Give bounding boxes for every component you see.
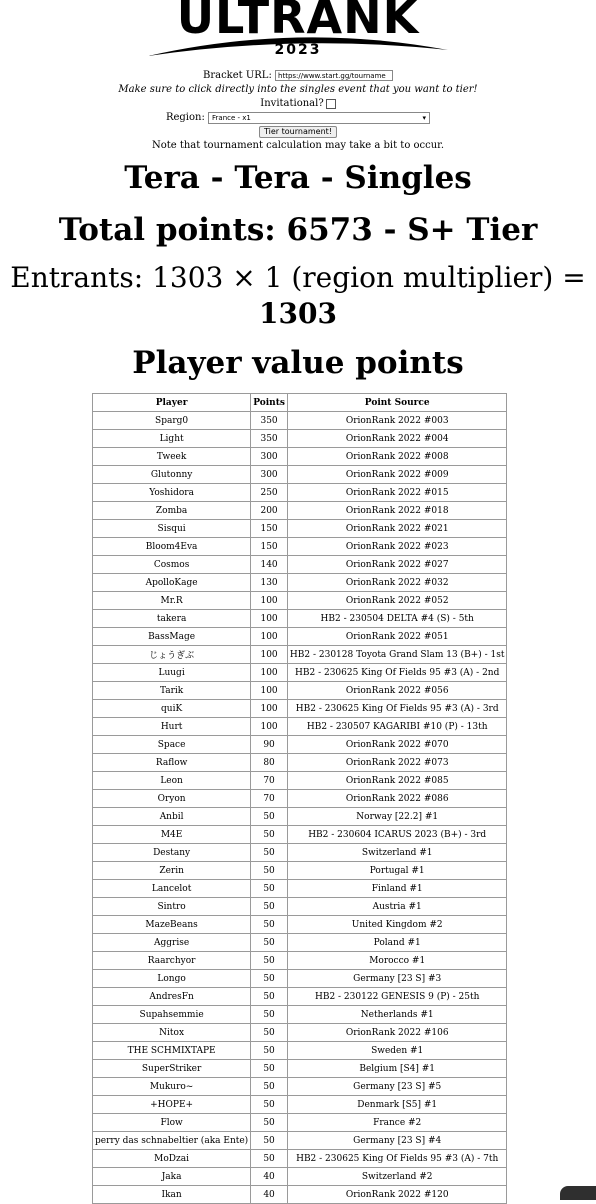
cell-player: Longo xyxy=(93,970,251,988)
cell-points: 300 xyxy=(251,448,288,466)
cell-points: 50 xyxy=(251,916,288,934)
invitational-checkbox[interactable] xyxy=(326,99,336,109)
cell-point-source: OrionRank 2022 #052 xyxy=(287,592,507,610)
table-row xyxy=(93,664,507,682)
table-row xyxy=(93,628,507,646)
cell-player: AndresFn xyxy=(93,988,251,1006)
cell-player: Destany xyxy=(93,844,251,862)
table-row xyxy=(93,772,507,790)
cell-player: Nitox xyxy=(93,1024,251,1042)
cell-point-source: HB2 - 230604 ICARUS 2023 (B+) - 3rd xyxy=(287,826,507,844)
entrants-formula: Entrants: 1303 × 1 (region multiplier) = xyxy=(10,261,586,294)
table-row xyxy=(93,412,507,430)
cell-points: 50 xyxy=(251,1006,288,1024)
cell-player: Luugi xyxy=(93,664,251,682)
cell-points: 100 xyxy=(251,718,288,736)
event-title: Tera - Tera - Singles xyxy=(124,160,472,196)
cell-point-source: Germany [23 S] #3 xyxy=(287,970,507,988)
table-row xyxy=(93,592,507,610)
cell-player: SuperStriker xyxy=(93,1060,251,1078)
cell-point-source: HB2 - 230625 King Of Fields 95 #3 (A) - 7th xyxy=(287,1150,507,1168)
cell-player: Sparg0 xyxy=(93,412,251,430)
scroll-handle[interactable] xyxy=(560,1186,596,1200)
cell-point-source: OrionRank 2022 #018 xyxy=(287,502,507,520)
cell-player: Jaka xyxy=(93,1168,251,1186)
region-selected-value: France - x1 xyxy=(212,113,251,122)
cell-point-source: OrionRank 2022 #073 xyxy=(287,754,507,772)
invitational-row xyxy=(0,97,596,111)
cell-points: 50 xyxy=(251,844,288,862)
bracket-hint: Make sure to click directly into the singles event that you want to tier! xyxy=(118,84,478,95)
logo-year: 2023 xyxy=(274,42,322,58)
cell-points: 50 xyxy=(251,1096,288,1114)
cell-player: Supahsemmie xyxy=(93,1006,251,1024)
entrants-heading xyxy=(0,260,596,332)
cell-points: 50 xyxy=(251,808,288,826)
cell-point-source: OrionRank 2022 #008 xyxy=(287,448,507,466)
table-row xyxy=(93,1060,507,1078)
table-row xyxy=(93,1096,507,1114)
cell-player: Cosmos xyxy=(93,556,251,574)
table-row xyxy=(93,898,507,916)
bracket-url-input[interactable] xyxy=(275,70,393,81)
cell-player: +HOPE+ xyxy=(93,1096,251,1114)
cell-point-source: Germany [23 S] #4 xyxy=(287,1132,507,1150)
table-row xyxy=(93,610,507,628)
cell-point-source: HB2 - 230128 Toyota Grand Slam 13 (B+) - 1st xyxy=(287,646,507,664)
total-points-heading: Total points: 6573 - S+ Tier xyxy=(58,212,538,248)
table-row xyxy=(93,862,507,880)
table-row xyxy=(93,646,507,664)
cell-point-source: Austria #1 xyxy=(287,898,507,916)
region-select[interactable] xyxy=(208,112,430,124)
cell-point-source: Morocco #1 xyxy=(287,952,507,970)
cell-points: 140 xyxy=(251,556,288,574)
cell-points: 50 xyxy=(251,862,288,880)
cell-point-source: OrionRank 2022 #003 xyxy=(287,412,507,430)
cell-player: Anbil xyxy=(93,808,251,826)
bracket-row xyxy=(0,69,596,83)
table-row xyxy=(93,1078,507,1096)
cell-points: 50 xyxy=(251,934,288,952)
region-row xyxy=(0,111,596,125)
tier-form xyxy=(0,69,596,153)
entrants-total: 1303 xyxy=(259,297,337,330)
column-header-points: Points xyxy=(251,394,288,412)
cell-point-source: OrionRank 2022 #023 xyxy=(287,538,507,556)
logo-title: ULTRANK xyxy=(176,0,420,44)
table-row xyxy=(93,502,507,520)
cell-player: Glutonny xyxy=(93,466,251,484)
cell-player: Lancelot xyxy=(93,880,251,898)
calculation-note: Note that tournament calculation may take a bit to occur. xyxy=(151,140,445,151)
table-row xyxy=(93,484,507,502)
cell-player: Hurt xyxy=(93,718,251,736)
table-row xyxy=(93,952,507,970)
table-row xyxy=(93,1132,507,1150)
cell-points: 100 xyxy=(251,646,288,664)
table-header-row xyxy=(93,394,507,412)
table-row xyxy=(93,934,507,952)
cell-player: Tarik xyxy=(93,682,251,700)
cell-points: 50 xyxy=(251,1042,288,1060)
cell-player: takera xyxy=(93,610,251,628)
cell-points: 50 xyxy=(251,988,288,1006)
cell-point-source: HB2 - 230122 GENESIS 9 (P) - 25th xyxy=(287,988,507,1006)
cell-player: Raarchyor xyxy=(93,952,251,970)
cell-point-source: OrionRank 2022 #032 xyxy=(287,574,507,592)
bracket-url-label: Bracket URL: xyxy=(202,70,272,81)
table-row xyxy=(93,574,507,592)
cell-player: ApolloKage xyxy=(93,574,251,592)
player-values-table xyxy=(92,393,507,1204)
chevron-down-icon: ▾ xyxy=(422,113,427,122)
cell-points: 50 xyxy=(251,952,288,970)
table-row xyxy=(93,916,507,934)
cell-points: 300 xyxy=(251,466,288,484)
cell-point-source: Poland #1 xyxy=(287,934,507,952)
cell-player: Mr.R xyxy=(93,592,251,610)
cell-player: Bloom4Eva xyxy=(93,538,251,556)
cell-player: Mukuro~ xyxy=(93,1078,251,1096)
cell-player: Oryon xyxy=(93,790,251,808)
cell-player: Zomba xyxy=(93,502,251,520)
cell-point-source: OrionRank 2022 #004 xyxy=(287,430,507,448)
cell-point-source: OrionRank 2022 #070 xyxy=(287,736,507,754)
cell-point-source: HB2 - 230625 King Of Fields 95 #3 (A) - 2nd xyxy=(287,664,507,682)
cell-point-source: Netherlands #1 xyxy=(287,1006,507,1024)
cell-points: 80 xyxy=(251,754,288,772)
cell-player: MazeBeans xyxy=(93,916,251,934)
cell-points: 50 xyxy=(251,1150,288,1168)
cell-point-source: OrionRank 2022 #086 xyxy=(287,790,507,808)
cell-points: 70 xyxy=(251,790,288,808)
cell-point-source: OrionRank 2022 #027 xyxy=(287,556,507,574)
cell-point-source: Norway [22.2] #1 xyxy=(287,808,507,826)
table-row xyxy=(93,718,507,736)
cell-points: 100 xyxy=(251,664,288,682)
cell-points: 70 xyxy=(251,772,288,790)
cell-points: 150 xyxy=(251,520,288,538)
player-values-heading: Player value points xyxy=(132,345,464,381)
table-row xyxy=(93,430,507,448)
cell-player: THE SCHMIXTAPE xyxy=(93,1042,251,1060)
cell-points: 200 xyxy=(251,502,288,520)
cell-point-source: France #2 xyxy=(287,1114,507,1132)
cell-points: 50 xyxy=(251,1024,288,1042)
table-row xyxy=(93,448,507,466)
cell-points: 40 xyxy=(251,1168,288,1186)
table-row xyxy=(93,1150,507,1168)
table-row xyxy=(93,1042,507,1060)
cell-point-source: HB2 - 230504 DELTA #4 (S) - 5th xyxy=(287,610,507,628)
cell-points: 50 xyxy=(251,880,288,898)
table-row xyxy=(93,538,507,556)
table-row xyxy=(93,826,507,844)
cell-point-source: Denmark [S5] #1 xyxy=(287,1096,507,1114)
cell-player: BassMage xyxy=(93,628,251,646)
submit-row xyxy=(0,125,596,139)
cell-player: quiK xyxy=(93,700,251,718)
table-row xyxy=(93,556,507,574)
cell-points: 50 xyxy=(251,826,288,844)
table-row xyxy=(93,1114,507,1132)
cell-points: 100 xyxy=(251,628,288,646)
cell-player: じょうぎぶ xyxy=(93,646,251,664)
table-row xyxy=(93,1168,507,1186)
table-row xyxy=(93,1186,507,1204)
cell-points: 50 xyxy=(251,1060,288,1078)
table-row xyxy=(93,466,507,484)
cell-point-source: OrionRank 2022 #051 xyxy=(287,628,507,646)
cell-points: 50 xyxy=(251,1078,288,1096)
cell-player: M4E xyxy=(93,826,251,844)
invitational-label: Invitational? xyxy=(260,98,324,109)
cell-point-source: Finland #1 xyxy=(287,880,507,898)
ultrank-logo xyxy=(0,0,596,66)
column-header-player: Player xyxy=(93,394,251,412)
cell-points: 150 xyxy=(251,538,288,556)
cell-point-source: OrionRank 2022 #021 xyxy=(287,520,507,538)
cell-player: Raflow xyxy=(93,754,251,772)
cell-point-source: HB2 - 230507 KAGARIBI #10 (P) - 13th xyxy=(287,718,507,736)
cell-player: MoDzai xyxy=(93,1150,251,1168)
table-row xyxy=(93,970,507,988)
table-row xyxy=(93,520,507,538)
region-label: Region: xyxy=(165,112,205,123)
cell-point-source: OrionRank 2022 #120 xyxy=(287,1186,507,1204)
cell-points: 100 xyxy=(251,682,288,700)
cell-point-source: Sweden #1 xyxy=(287,1042,507,1060)
cell-player: Aggrise xyxy=(93,934,251,952)
cell-points: 350 xyxy=(251,412,288,430)
table-row xyxy=(93,700,507,718)
cell-point-source: OrionRank 2022 #056 xyxy=(287,682,507,700)
cell-point-source: Switzerland #2 xyxy=(287,1168,507,1186)
cell-point-source: Switzerland #1 xyxy=(287,844,507,862)
cell-points: 50 xyxy=(251,970,288,988)
tier-tournament-button[interactable]: Tier tournament! xyxy=(259,126,337,138)
cell-point-source: OrionRank 2022 #106 xyxy=(287,1024,507,1042)
cell-point-source: Belgium [S4] #1 xyxy=(287,1060,507,1078)
cell-player: Space xyxy=(93,736,251,754)
cell-player: Ikan xyxy=(93,1186,251,1204)
table-row xyxy=(93,754,507,772)
cell-point-source: United Kingdom #2 xyxy=(287,916,507,934)
cell-points: 100 xyxy=(251,610,288,628)
column-header-source: Point Source xyxy=(287,394,507,412)
cell-point-source: Germany [23 S] #5 xyxy=(287,1078,507,1096)
cell-player: Flow xyxy=(93,1114,251,1132)
table-row xyxy=(93,988,507,1006)
cell-points: 40 xyxy=(251,1186,288,1204)
cell-player: Yoshidora xyxy=(93,484,251,502)
cell-player: Leon xyxy=(93,772,251,790)
cell-points: 50 xyxy=(251,898,288,916)
table-row xyxy=(93,736,507,754)
cell-point-source: OrionRank 2022 #085 xyxy=(287,772,507,790)
cell-point-source: OrionRank 2022 #015 xyxy=(287,484,507,502)
table-row xyxy=(93,844,507,862)
cell-points: 350 xyxy=(251,430,288,448)
cell-points: 50 xyxy=(251,1114,288,1132)
cell-point-source: HB2 - 230625 King Of Fields 95 #3 (A) - 3rd xyxy=(287,700,507,718)
cell-points: 100 xyxy=(251,700,288,718)
cell-points: 130 xyxy=(251,574,288,592)
table-row xyxy=(93,880,507,898)
cell-points: 250 xyxy=(251,484,288,502)
table-row xyxy=(93,790,507,808)
cell-points: 100 xyxy=(251,592,288,610)
cell-point-source: OrionRank 2022 #009 xyxy=(287,466,507,484)
table-row xyxy=(93,808,507,826)
cell-player: Sisqui xyxy=(93,520,251,538)
cell-player: Zerin xyxy=(93,862,251,880)
player-values-body xyxy=(93,412,507,1204)
cell-point-source: Portugal #1 xyxy=(287,862,507,880)
cell-player: Sintro xyxy=(93,898,251,916)
table-row xyxy=(93,1006,507,1024)
cell-player: Tweek xyxy=(93,448,251,466)
cell-player: perry das schnabeltier (aka Ente) xyxy=(93,1132,251,1150)
table-row xyxy=(93,1024,507,1042)
cell-points: 50 xyxy=(251,1132,288,1150)
table-row xyxy=(93,682,507,700)
cell-points: 90 xyxy=(251,736,288,754)
cell-player: Light xyxy=(93,430,251,448)
